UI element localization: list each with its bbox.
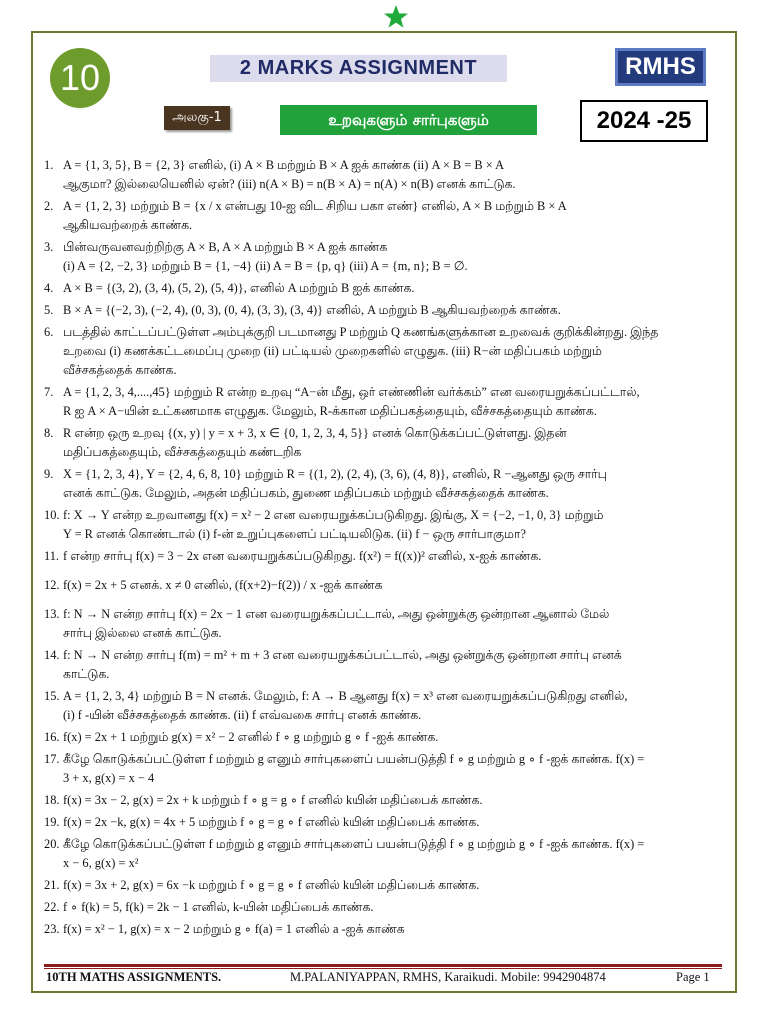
- question-text: f(x) = x² − 1, g(x) = x − 2 மற்றும் g ∘ f(a) = 1 எனில் a -ஐக் காண்க: [63, 922, 405, 936]
- question-text: மதிப்பகத்தையும், வீச்சகத்தையும் கண்டறிக: [63, 445, 302, 459]
- question-number: 20.: [44, 837, 60, 851]
- question-text: எனக் காட்டுக. மேலும், அதன் மதிப்பகம், துணை மதிப்பகம் மற்றும் வீச்சகத்தைக் காண்க.: [63, 486, 549, 500]
- question-item: [44, 835, 726, 854]
- footer-divider-thin: [44, 968, 722, 969]
- footer-course: 10TH MATHS ASSIGNMENTS.: [46, 970, 222, 984]
- question-text: உறவை (i) கணக்கட்டமைப்பு முறை (ii) பட்டியல் முறைகளில் எழுதுக. (iii) R−ன் மதிப்பகம் மற்றும்: [63, 344, 602, 358]
- question-item: [44, 506, 726, 525]
- question-item: [44, 424, 726, 443]
- question-text: A = {1, 3, 5}, B = {2, 3} எனில், (i) A × B மற்றும் B × A ஐக் காண்க (ii) A × B = B × A: [63, 158, 505, 172]
- question-continuation: [44, 342, 726, 361]
- question-continuation: [44, 525, 726, 544]
- question-item: [44, 279, 726, 298]
- question-continuation: [44, 484, 726, 503]
- question-text: பின்வருவனவற்றிற்கு A × B, A × A மற்றும் B × A ஐக் காண்க: [63, 240, 388, 254]
- question-item: [44, 876, 726, 895]
- question-text: f(x) = 3x − 2, g(x) = 2x + k மற்றும் f ∘ g = g ∘ f எனில் kயின் மதிப்பைக் காண்க.: [63, 793, 483, 807]
- question-item: [44, 791, 726, 810]
- footer-divider: [44, 964, 722, 967]
- question-text: வீச்சகத்தைக் காண்க.: [63, 363, 177, 377]
- question-text: A = {1, 2, 3} மற்றும் B = {x / x என்பது 10-ஐ விட சிறிய பகா எண்} எனில், A × B மற்றும் B × A: [63, 199, 567, 213]
- question-item: [44, 898, 726, 917]
- question-continuation: [44, 443, 726, 462]
- question-number: 16.: [44, 730, 60, 744]
- question-text: f: N → N என்ற சார்பு f(m) = m² + m + 3 என வரையறுக்கப்பட்டால், அது ஒன்றுக்கு ஒன்றான சார்பு எனக்: [63, 648, 622, 662]
- question-number: 12.: [44, 578, 60, 592]
- question-item: [44, 383, 726, 402]
- question-text: சார்பு இல்லை எனக் காட்டுக.: [63, 626, 222, 640]
- question-number: 19.: [44, 815, 60, 829]
- question-text: f: N → N என்ற சார்பு f(x) = 2x − 1 என வரையறுக்கப்பட்டால், அது ஒன்றுக்கு ஒன்றான ஆனால் மேல்: [63, 607, 610, 621]
- question-continuation: [44, 257, 726, 276]
- footer-page-number: Page 1: [676, 970, 710, 984]
- question-item: [44, 547, 726, 566]
- question-text: ஆகுமா? இல்லையெனில் ஏன்? (iii) n(A × B) = n(B × A) = n(A) × n(B) எனக் காட்டுக.: [63, 177, 516, 191]
- question-text: f(x) = 2x −k, g(x) = 4x + 5 மற்றும் f ∘ g = g ∘ f எனில் kயின் மதிப்பைக் காண்க.: [63, 815, 480, 829]
- question-text: R என்ற ஒரு உறவு {(x, y) | y = x + 3, x ∈ {0, 1, 2, 3, 4, 5}} எனக் கொடுக்கப்பட்டுள்ளது. இதன்: [63, 426, 567, 440]
- question-text: f(x) = 3x + 2, g(x) = 6x −k மற்றும் f ∘ g = g ∘ f எனில் kயின் மதிப்பைக் காண்க.: [63, 878, 480, 892]
- question-number: 1.: [44, 158, 54, 172]
- question-item: [44, 465, 726, 484]
- question-number: 13.: [44, 607, 60, 621]
- question-item: [44, 728, 726, 747]
- question-continuation: [44, 706, 726, 725]
- question-item: [44, 646, 726, 665]
- question-continuation: [44, 175, 726, 194]
- question-continuation: [44, 624, 726, 643]
- academic-year: 2024 -25: [580, 100, 708, 142]
- question-text: f ∘ f(k) = 5, f(k) = 2k − 1 எனில், k-யின் மதிப்பைக் காண்க.: [63, 900, 374, 914]
- question-continuation: [44, 769, 726, 788]
- unit-label: அலகு-1: [164, 106, 230, 130]
- question-continuation: [44, 216, 726, 235]
- question-item: [44, 687, 726, 706]
- star-icon: [383, 4, 409, 30]
- question-text: f(x) = 2x + 5 எனக். x ≠ 0 எனில், (f(x+2)−f(2)) / x -ஐக் காண்க: [63, 578, 383, 592]
- topic-label: உறவுகளும் சார்புகளும்: [280, 105, 537, 135]
- question-number: 11.: [44, 549, 60, 563]
- question-number: 5.: [44, 303, 54, 317]
- question-number: 8.: [44, 426, 54, 440]
- assignment-title: 2 MARKS ASSIGNMENT: [210, 55, 507, 82]
- question-number: 2.: [44, 199, 54, 213]
- question-number: 4.: [44, 281, 54, 295]
- question-item: [44, 813, 726, 832]
- question-number: 23.: [44, 922, 60, 936]
- question-number: 17.: [44, 752, 60, 766]
- question-text: (i) f -யின் வீச்சகத்தைக் காண்க. (ii) f எவ்வகை சார்பு எனக் காண்க.: [63, 708, 422, 722]
- question-text: A = {1, 2, 3, 4,....,45} மற்றும் R என்ற உறவு “A−ன் மீது, ஒர் எண்ணின் வர்க்கம்” என வரையறுக்கப்பட்டால்,: [63, 385, 640, 399]
- question-number: 6.: [44, 325, 54, 339]
- question-text: கீழே கொடுக்கப்பட்டுள்ள f மற்றும் g எனும் சார்புகளைப் பயன்படுத்தி f ∘ g மற்றும் g ∘ f -ஐக் காண்க. f(x) =: [63, 752, 645, 766]
- question-text: R ஐ A × A−யின் உட்கணமாக எழுதுக. மேலும், R-க்கான மதிப்பகத்தையும், வீச்சகத்தையும் காண்க.: [63, 404, 597, 418]
- question-item: [44, 920, 726, 939]
- question-text: f(x) = 2x + 1 மற்றும் g(x) = x² − 2 எனில் f ∘ g மற்றும் g ∘ f -ஐக் காண்க.: [63, 730, 439, 744]
- footer-author: M.PALANIYAPPAN, RMHS, Karaikudi. Mobile: 9942904874: [290, 970, 606, 984]
- question-number: 14.: [44, 648, 60, 662]
- question-text: x − 6, g(x) = x²: [63, 856, 139, 870]
- question-item: [44, 576, 726, 595]
- unit-number-badge: 10: [50, 48, 110, 108]
- question-continuation: [44, 665, 726, 684]
- question-text: A = {1, 2, 3, 4} மற்றும் B = N எனக். மேலும், f: A → B ஆனது f(x) = x³ என வரையறுக்கப்படுகிறது எனில்,: [63, 689, 628, 703]
- school-logo: RMHS: [615, 48, 706, 86]
- question-text: கீழே கொடுக்கப்பட்டுள்ள f மற்றும் g எனும் சார்புகளைப் பயன்படுத்தி f ∘ g மற்றும் g ∘ f -ஐக் காண்க. f(x) =: [63, 837, 645, 851]
- question-text: படத்தில் காட்டப்பட்டுள்ள அம்புக்குறி படமானது P மற்றும் Q கணங்களுக்கான உறவைக் குறிக்கின்றது. இந்த: [63, 325, 659, 339]
- question-number: 10.: [44, 508, 60, 522]
- question-text: 3 + x, g(x) = x − 4: [63, 771, 155, 785]
- question-number: 9.: [44, 467, 54, 481]
- question-item: [44, 750, 726, 769]
- question-item: [44, 301, 726, 320]
- question-continuation: [44, 361, 726, 380]
- question-item: [44, 323, 726, 342]
- question-text: A × B = {(3, 2), (3, 4), (5, 2), (5, 4)}, எனில் A மற்றும் B ஐக் காண்க.: [63, 281, 415, 295]
- question-text: (i) A = {2, −2, 3} மற்றும் B = {1, −4} (ii) A = B = {p, q} (iii) A = {m, n}; B = ∅.: [63, 259, 468, 273]
- question-text: f: X → Y என்ற உறவானது f(x) = x² − 2 என வரையறுக்கப்படுகிறது. இங்கு, X = {−2, −1, 0, 3} மற்றும்: [63, 508, 604, 522]
- question-text: B × A = {(−2, 3), (−2, 4), (0, 3), (0, 4), (3, 3), (3, 4)} எனில், A மற்றும் B ஆகியவற்றைக் காண்க.: [63, 303, 561, 317]
- question-item: [44, 197, 726, 216]
- question-text: ஆகியவற்றைக் காண்க.: [63, 218, 193, 232]
- question-item: [44, 238, 726, 257]
- question-text: X = {1, 2, 3, 4}, Y = {2, 4, 6, 8, 10} மற்றும் R = {(1, 2), (2, 4), (3, 6), (4, 8)}, எனில், R −ஆனது ஒரு சார்பு: [63, 467, 607, 481]
- question-number: 3.: [44, 240, 54, 254]
- question-continuation: [44, 854, 726, 873]
- question-number: 15.: [44, 689, 60, 703]
- question-item: [44, 605, 726, 624]
- question-text: Y = R எனக் கொண்டால் (i) f-ன் உறுப்புகளைப் பட்டியலிடுக. (ii) f − ஒரு சார்பாகுமா?: [63, 527, 526, 541]
- question-text: காட்டுக.: [63, 667, 110, 681]
- question-number: 21.: [44, 878, 60, 892]
- question-item: [44, 156, 726, 175]
- question-text: f என்ற சார்பு f(x) = 3 − 2x என வரையறுக்கப்படுகிறது. f(x²) = f((x))² எனில், x-ஐக் காண்க.: [63, 549, 542, 563]
- question-number: 22.: [44, 900, 60, 914]
- question-number: 7.: [44, 385, 54, 399]
- question-continuation: [44, 402, 726, 421]
- question-number: 18.: [44, 793, 60, 807]
